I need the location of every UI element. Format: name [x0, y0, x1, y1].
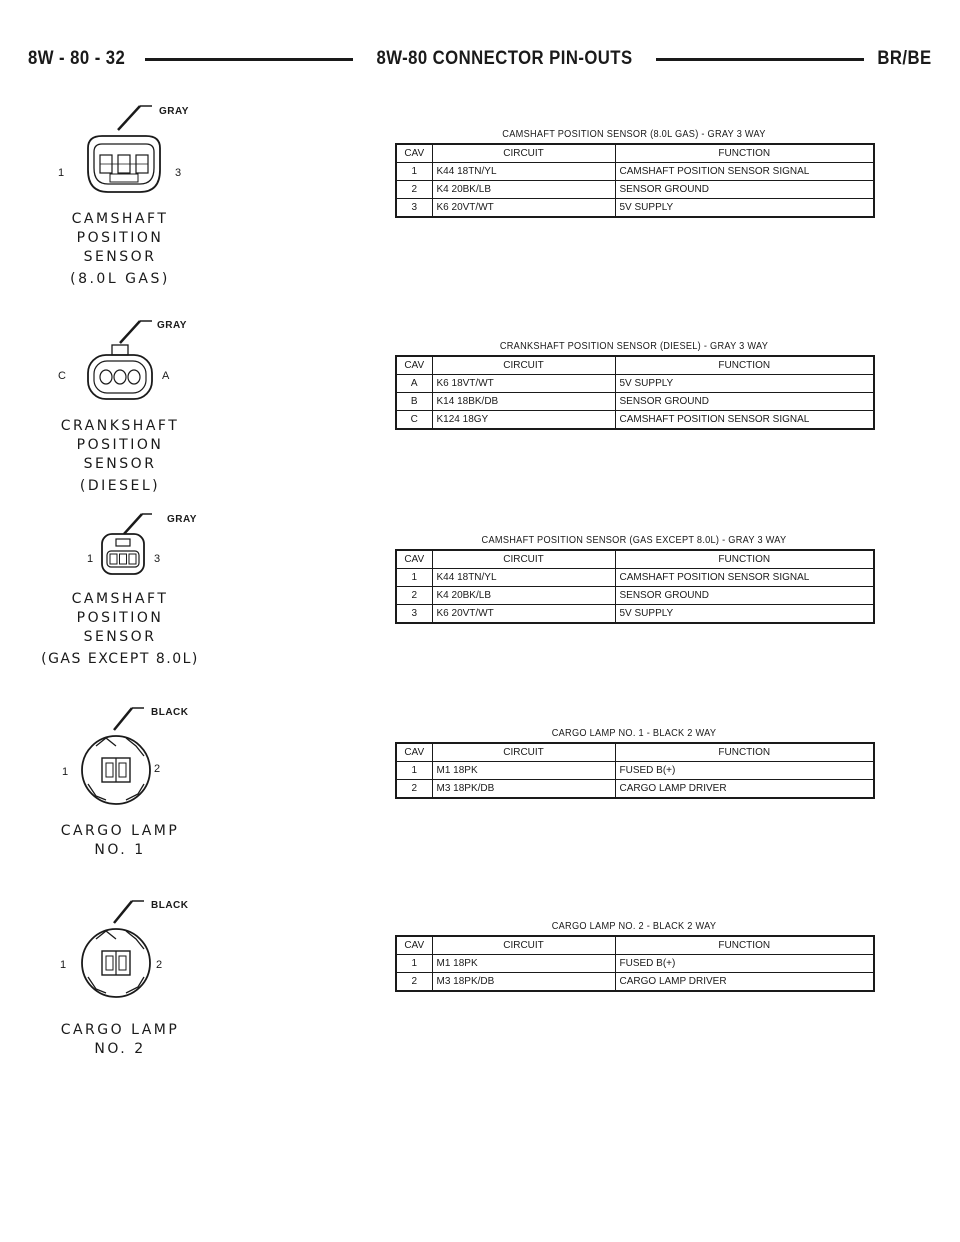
cell-function: CARGO LAMP DRIVER — [615, 780, 874, 799]
table-header-row — [396, 550, 874, 569]
caption-line: CAMSHAFT — [71, 591, 169, 607]
header-circuit: CIRCUIT — [432, 356, 615, 375]
cell-function: CAMSHAFT POSITION SENSOR SIGNAL — [615, 411, 874, 430]
table-row — [396, 955, 874, 973]
pinout-table — [395, 143, 875, 218]
pinout-table — [395, 742, 875, 799]
caption-line: (8.0L GAS) — [70, 271, 170, 287]
pin-label-right: 2 — [156, 959, 163, 971]
header-cav: CAV — [396, 743, 432, 762]
pinout-table-wrapper — [395, 728, 873, 799]
pin-label-right: 3 — [154, 553, 161, 565]
table-title: CARGO LAMP NO. 2 - BLACK 2 WAY — [551, 921, 717, 932]
cell-circuit: K6 20VT/WT — [432, 199, 615, 218]
cell-function: CARGO LAMP DRIVER — [615, 973, 874, 992]
connector-caption — [40, 210, 200, 289]
table-row — [396, 762, 874, 780]
cell-cav: B — [396, 393, 432, 411]
caption-line: SENSOR — [83, 629, 157, 645]
table-row — [396, 605, 874, 624]
table-header-row — [396, 936, 874, 955]
connector-caption — [40, 590, 200, 669]
connector-figure — [40, 313, 200, 503]
cell-cav: 2 — [396, 973, 432, 992]
cell-cav: 1 — [396, 163, 432, 181]
connector-section-crankshaft-diesel — [0, 313, 960, 503]
cell-circuit: K6 18VT/WT — [432, 375, 615, 393]
connector-color: BLACK — [151, 707, 189, 718]
cell-function: FUSED B(+) — [615, 955, 874, 973]
header-cav: CAV — [396, 144, 432, 163]
caption-line: SENSOR — [83, 456, 157, 472]
pinout-table-wrapper — [395, 341, 873, 430]
table-row — [396, 411, 874, 430]
header-function: FUNCTION — [615, 356, 874, 375]
caption-line: CRANKSHAFT — [60, 418, 180, 434]
pin-label-left: 1 — [60, 959, 67, 971]
caption-line: CARGO LAMP — [60, 1022, 180, 1038]
cell-cav: C — [396, 411, 432, 430]
header-function: FUNCTION — [615, 144, 874, 163]
connector-caption — [40, 822, 200, 860]
model-code: BR/BE — [877, 48, 933, 69]
cell-cav: 1 — [396, 955, 432, 973]
cell-circuit: M3 18PK/DB — [432, 973, 615, 992]
header-function: FUNCTION — [615, 550, 874, 569]
table-title: CARGO LAMP NO. 1 - BLACK 2 WAY — [551, 728, 717, 739]
caption-line: SENSOR — [83, 249, 157, 265]
caption-line: POSITION — [76, 230, 164, 246]
pinout-table-wrapper — [395, 129, 873, 218]
header-cav: CAV — [396, 356, 432, 375]
pin-label-left: 1 — [87, 553, 94, 565]
cell-cav: 1 — [396, 762, 432, 780]
header-cav: CAV — [396, 936, 432, 955]
table-row — [396, 973, 874, 992]
pin-label-left: C — [58, 370, 66, 382]
cell-circuit: K44 18TN/YL — [432, 163, 615, 181]
header-rule-right — [656, 58, 864, 61]
cell-circuit: M1 18PK — [432, 762, 615, 780]
cell-circuit: M3 18PK/DB — [432, 780, 615, 799]
connector-figure — [40, 893, 200, 1073]
cell-circuit: M1 18PK — [432, 955, 615, 973]
page-header — [28, 44, 932, 74]
table-title: CRANKSHAFT POSITION SENSOR (DIESEL) - GRAY 3 WAY — [499, 341, 769, 352]
pinout-table-wrapper — [395, 921, 873, 992]
connector-figure — [40, 700, 200, 870]
connector-figure — [40, 508, 200, 698]
table-row — [396, 393, 874, 411]
table-title: CAMSHAFT POSITION SENSOR (GAS EXCEPT 8.0L) - GRAY 3 WAY — [481, 535, 787, 546]
caption-line: POSITION — [76, 610, 164, 626]
cell-circuit: K4 20BK/LB — [432, 587, 615, 605]
pinout-table — [395, 355, 875, 430]
cell-cav: 3 — [396, 199, 432, 218]
caption-line: CARGO LAMP — [60, 823, 180, 839]
caption-line: (GAS EXCEPT 8.0L) — [41, 651, 199, 667]
cell-circuit: K4 20BK/LB — [432, 181, 615, 199]
caption-line: (DIESEL) — [79, 478, 161, 494]
table-row — [396, 181, 874, 199]
pin-label-right: 2 — [154, 763, 161, 775]
header-function: FUNCTION — [615, 936, 874, 955]
cell-cav: 2 — [396, 181, 432, 199]
cell-cav: 1 — [396, 569, 432, 587]
cell-circuit: K124 18GY — [432, 411, 615, 430]
header-function: FUNCTION — [615, 743, 874, 762]
pinout-table — [395, 935, 875, 992]
cell-cav: A — [396, 375, 432, 393]
header-rule-left — [145, 58, 353, 61]
connector-section-camshaft-gas-except — [0, 508, 960, 698]
pinout-table-wrapper — [395, 535, 873, 624]
table-row — [396, 569, 874, 587]
header-circuit: CIRCUIT — [432, 550, 615, 569]
connector-color: GRAY — [157, 320, 187, 331]
table-row — [396, 375, 874, 393]
cell-cav: 2 — [396, 780, 432, 799]
connector-figure — [40, 100, 200, 300]
pin-label-right: 3 — [175, 167, 182, 179]
table-row — [396, 199, 874, 218]
cell-function: SENSOR GROUND — [615, 393, 874, 411]
page-number: 8W - 80 - 32 — [28, 48, 126, 69]
pinout-table — [395, 549, 875, 624]
cell-circuit: K44 18TN/YL — [432, 569, 615, 587]
connector-caption — [40, 417, 200, 496]
pin-label-right: A — [162, 370, 170, 382]
connector-section-camshaft-8-0l — [0, 100, 960, 300]
cell-cav: 2 — [396, 587, 432, 605]
table-header-row — [396, 356, 874, 375]
cell-function: SENSOR GROUND — [615, 587, 874, 605]
connector-section-cargo-lamp-1 — [0, 700, 960, 870]
header-circuit: CIRCUIT — [432, 144, 615, 163]
cell-function: 5V SUPPLY — [615, 375, 874, 393]
cell-function: 5V SUPPLY — [615, 199, 874, 218]
table-row — [396, 163, 874, 181]
header-circuit: CIRCUIT — [432, 936, 615, 955]
cell-function: CAMSHAFT POSITION SENSOR SIGNAL — [615, 569, 874, 587]
caption-line: POSITION — [76, 437, 164, 453]
connector-color: GRAY — [159, 106, 189, 117]
header-circuit: CIRCUIT — [432, 743, 615, 762]
table-title: CAMSHAFT POSITION SENSOR (8.0L GAS) - GRAY 3 WAY — [502, 129, 766, 140]
table-header-row — [396, 144, 874, 163]
table-row — [396, 587, 874, 605]
caption-line: NO. 2 — [94, 1041, 146, 1057]
cell-function: 5V SUPPLY — [615, 605, 874, 624]
connector-section-cargo-lamp-2 — [0, 893, 960, 1073]
cell-function: CAMSHAFT POSITION SENSOR SIGNAL — [615, 163, 874, 181]
cell-function: FUSED B(+) — [615, 762, 874, 780]
connector-color: GRAY — [167, 514, 197, 525]
caption-line: CAMSHAFT — [71, 211, 169, 227]
caption-line: NO. 1 — [94, 842, 146, 858]
section-title: 8W-80 CONNECTOR PIN-OUTS — [376, 48, 633, 69]
pin-label-left: 1 — [58, 167, 65, 179]
cell-cav: 3 — [396, 605, 432, 624]
connector-caption — [40, 1021, 200, 1059]
header-cav: CAV — [396, 550, 432, 569]
connector-color: BLACK — [151, 900, 189, 911]
table-row — [396, 780, 874, 799]
cell-circuit: K14 18BK/DB — [432, 393, 615, 411]
pin-label-left: 1 — [62, 766, 69, 778]
table-header-row — [396, 743, 874, 762]
cell-circuit: K6 20VT/WT — [432, 605, 615, 624]
cell-function: SENSOR GROUND — [615, 181, 874, 199]
